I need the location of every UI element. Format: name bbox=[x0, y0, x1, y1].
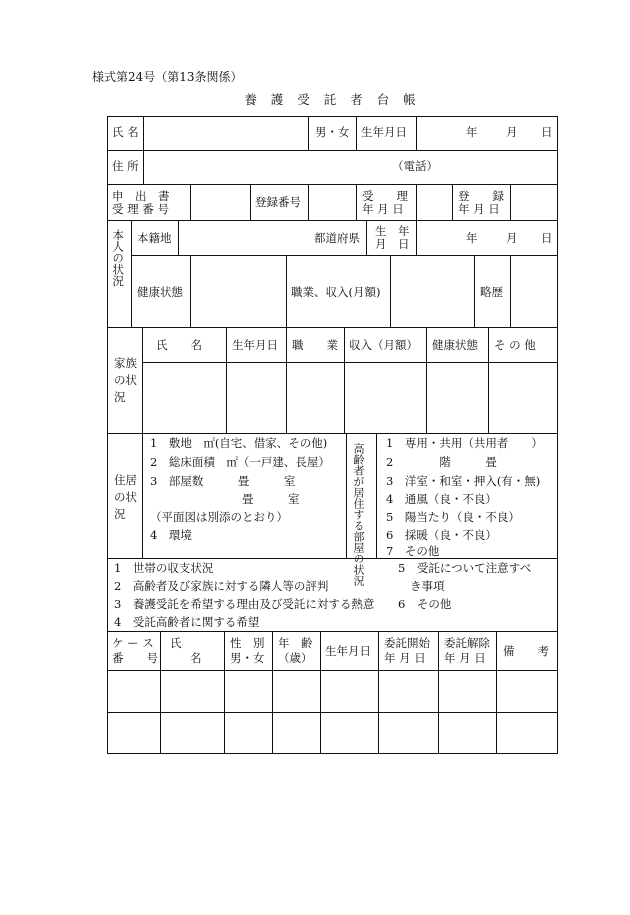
note-4: 4 受託高齢者に関する希望 bbox=[114, 615, 260, 629]
note-3: 3 養護受託を希望する理由及び受託に対する熱意 bbox=[114, 597, 375, 611]
case-number-header-line2: 番 号 bbox=[112, 651, 158, 665]
application-label-line1: 申 出 書 bbox=[112, 189, 170, 203]
family-other-header: そ の 他 bbox=[494, 338, 536, 352]
case-sex-header-line1: 性 別 bbox=[230, 636, 265, 650]
family-job-header: 職 業 bbox=[292, 338, 338, 352]
room-item-5: 5 陽当たり（良・不良） bbox=[386, 510, 520, 524]
received-date-label-line1: 受 理 bbox=[362, 189, 408, 203]
prefecture-label: 都道府県 bbox=[314, 231, 360, 245]
room-item-4: 4 通風（良・不良） bbox=[386, 492, 497, 506]
note-2: 2 高齢者及び家族に対する隣人等の評判 bbox=[114, 579, 329, 593]
family-label-line1: 家族 bbox=[114, 356, 137, 370]
registration-number-label: 登録番号 bbox=[255, 195, 301, 209]
note-1: 1 世帯の収支状況 bbox=[114, 561, 214, 575]
housing-item-3b: 畳 室 bbox=[150, 492, 300, 506]
case-birth-header: 生年月日 bbox=[325, 644, 371, 658]
address-label: 住 所 bbox=[112, 159, 139, 173]
housing-label-line2: の状 bbox=[114, 490, 137, 504]
self-month-label: 月 bbox=[506, 231, 518, 245]
room-item-2: 2 階 畳 bbox=[386, 455, 497, 469]
note-5b: き事項 bbox=[410, 579, 445, 593]
case-sex-header-line2: 男・女 bbox=[230, 651, 265, 665]
received-date-label-line2: 年 月 日 bbox=[362, 202, 404, 216]
page-title: 養 護 受 託 者 台 帳 bbox=[244, 92, 416, 107]
housing-label-line1: 住居 bbox=[114, 473, 137, 487]
phone-label: （電話） bbox=[392, 159, 438, 173]
room-item-7: 7 その他 bbox=[386, 544, 440, 558]
registered-date-label-line1: 登 録 bbox=[458, 189, 504, 203]
year-label: 年 bbox=[466, 125, 478, 139]
family-income-header: 収入（月額） bbox=[349, 338, 418, 352]
housing-item-floorplan: （平面図は別添のとおり） bbox=[150, 510, 288, 524]
job-income-label: 職業、収入(月額) bbox=[291, 285, 381, 299]
health-status-label: 健康状態 bbox=[137, 285, 183, 299]
note-6: 6 その他 bbox=[398, 597, 452, 611]
case-start-header-line1: 委託開始 bbox=[384, 636, 430, 650]
birthdate-label: 生年月日 bbox=[361, 125, 407, 139]
family-name-header: 氏 名 bbox=[156, 338, 202, 352]
room-item-3: 3 洋室・和室・押入(有・無) bbox=[386, 474, 541, 488]
form-number: 様式第24号（第13条関係） bbox=[92, 70, 243, 84]
elderly-room-label: 高齢者が居住する部屋の状況 bbox=[352, 443, 365, 586]
family-health-header: 健康状態 bbox=[432, 338, 478, 352]
note-5a: 5 受託について注意すべ bbox=[398, 561, 532, 575]
self-birth-label-line1: 生 年 bbox=[375, 224, 410, 238]
application-label-line2: 受 理 番 号 bbox=[112, 202, 169, 216]
day-label: 日 bbox=[541, 125, 553, 139]
case-end-header-line2: 年 月 日 bbox=[444, 651, 486, 665]
self-day-label: 日 bbox=[541, 231, 553, 245]
case-name-header-line1: 氏 bbox=[170, 636, 182, 650]
housing-item-2: 2 総床面積 ㎡（一戸建、長屋） bbox=[150, 455, 330, 469]
self-year-label: 年 bbox=[466, 231, 478, 245]
honseki-label: 本籍地 bbox=[137, 231, 172, 245]
housing-item-1: 1 敷地 ㎡(自宅、借家、その他) bbox=[150, 436, 328, 450]
case-remarks-header: 備 考 bbox=[503, 644, 549, 658]
self-birth-label-line2: 月 日 bbox=[375, 237, 410, 251]
case-age-header-line2: （歳） bbox=[278, 651, 313, 665]
family-label-line2: の状 bbox=[114, 373, 137, 387]
housing-item-4: 4 環境 bbox=[150, 528, 192, 542]
family-label-line3: 況 bbox=[114, 390, 126, 404]
housing-label-line3: 況 bbox=[114, 507, 126, 521]
registered-date-label-line2: 年 月 日 bbox=[458, 202, 500, 216]
case-start-header-line2: 年 月 日 bbox=[384, 651, 426, 665]
name-label: 氏 名 bbox=[112, 125, 139, 139]
case-name-header-line2: 名 bbox=[190, 651, 202, 665]
self-status-label: 本人の状況 bbox=[111, 229, 126, 287]
housing-item-3: 3 部屋数 畳 室 bbox=[150, 474, 296, 488]
case-end-header-line1: 委託解除 bbox=[444, 636, 490, 650]
history-label: 略歴 bbox=[480, 285, 503, 299]
case-number-header-line1: ケ ー ス bbox=[112, 636, 154, 650]
sex-label: 男・女 bbox=[315, 125, 350, 139]
room-item-1: 1 専用・共用（共用者 ） bbox=[386, 436, 543, 450]
month-label: 月 bbox=[506, 125, 518, 139]
family-birth-header: 生年月日 bbox=[232, 338, 278, 352]
case-age-header-line1: 年 齢 bbox=[278, 636, 313, 650]
room-item-6: 6 採暖（良・不良） bbox=[386, 528, 497, 542]
